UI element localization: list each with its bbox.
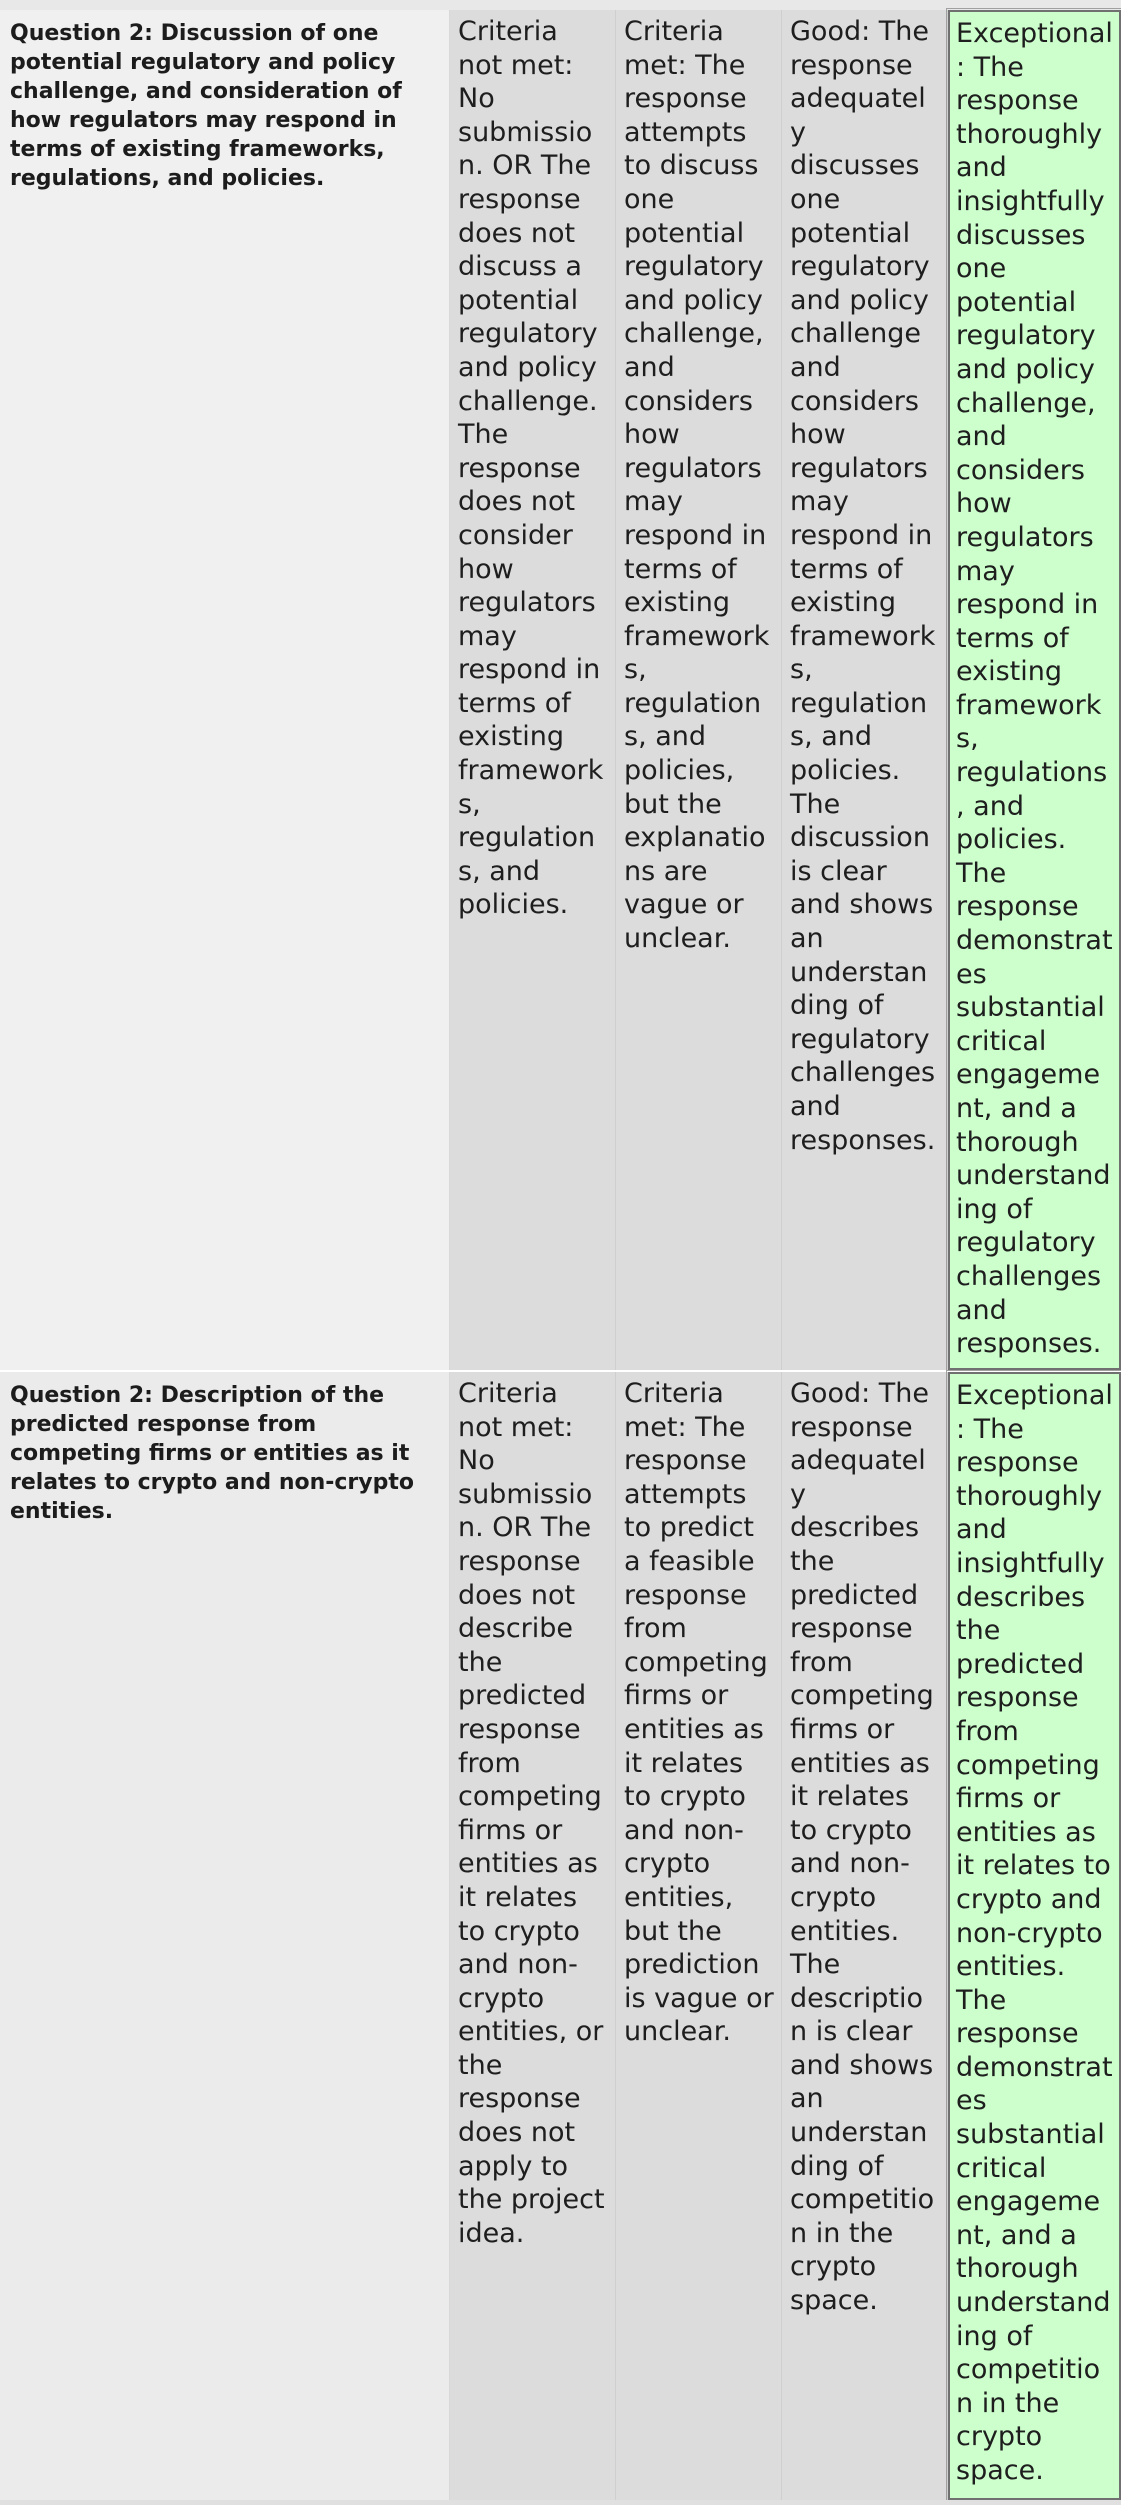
rating-good[interactable]: Good: The response adequately describes the predicted response from competing firms or entities as it relates to crypto and non-crypto entities. The description is clear and shows an understanding of competition in the crypto space.: [782, 1372, 948, 2500]
rating-good[interactable]: Good: The response adequately discusses one potential regulatory and policy challenge and considers how regulators may respond in terms of existing frameworks, regulations, and policies. The discussion is clear and shows an understanding of regulatory challenges and responses.: [782, 10, 948, 1370]
rating-criteria-not-met[interactable]: Criteria not met: No submission. OR The response does not describe the predicted response from competing firms or entities as it relates to crypto and non-crypto entities, or the response does not apply to the project idea.: [450, 1372, 616, 2500]
rating-criteria-met[interactable]: Criteria met: The response attempts to predict a feasible response from competing firms or entities as it relates to crypto and non-crypto entities, but the prediction is vague or unclear.: [616, 1372, 782, 2500]
rubric-row: [0, 10, 1121, 1370]
table-bottom-border: [0, 2500, 1121, 2505]
rubric-row: [0, 1372, 1121, 2500]
rating-criteria-not-met[interactable]: Criteria not met: No submission. OR The response does not discuss a potential regulatory and policy challenge. The response does not consider how regulators may respond in terms of existing frameworks, regulations, and policies.: [450, 10, 616, 1370]
rating-exceptional-selected[interactable]: Exceptional: The response thoroughly and insightfully describes the predicted response from competing firms or entities as it relates to crypto and non-crypto entities. The response demonstrates substantial critical engagement, and a thorough understanding of competition in the crypto space.: [948, 1372, 1121, 2500]
rating-criteria-met[interactable]: Criteria met: The response attempts to discuss one potential regulatory and policy challenge, and considers how regulators may respond in terms of existing frameworks, regulations, and policies, but the explanations are vague or unclear.: [616, 10, 782, 1370]
criterion-description: Question 2: Description of the predicted response from competing firms or entities as it relates to crypto and non-crypto entities.: [0, 1372, 450, 2500]
rating-exceptional-selected[interactable]: Exceptional: The response thoroughly and insightfully discusses one potential regulatory and policy challenge, and considers how regulators may respond in terms of existing frameworks, regulations, and policies. The response demonstrates substantial critical engagement, and a thorough understanding of regulatory challenges and responses.: [948, 10, 1121, 1370]
criterion-description: Question 2: Discussion of one potential regulatory and policy challenge, and consideration of how regulators may respond in terms of existing frameworks, regulations, and policies.: [0, 10, 450, 1370]
